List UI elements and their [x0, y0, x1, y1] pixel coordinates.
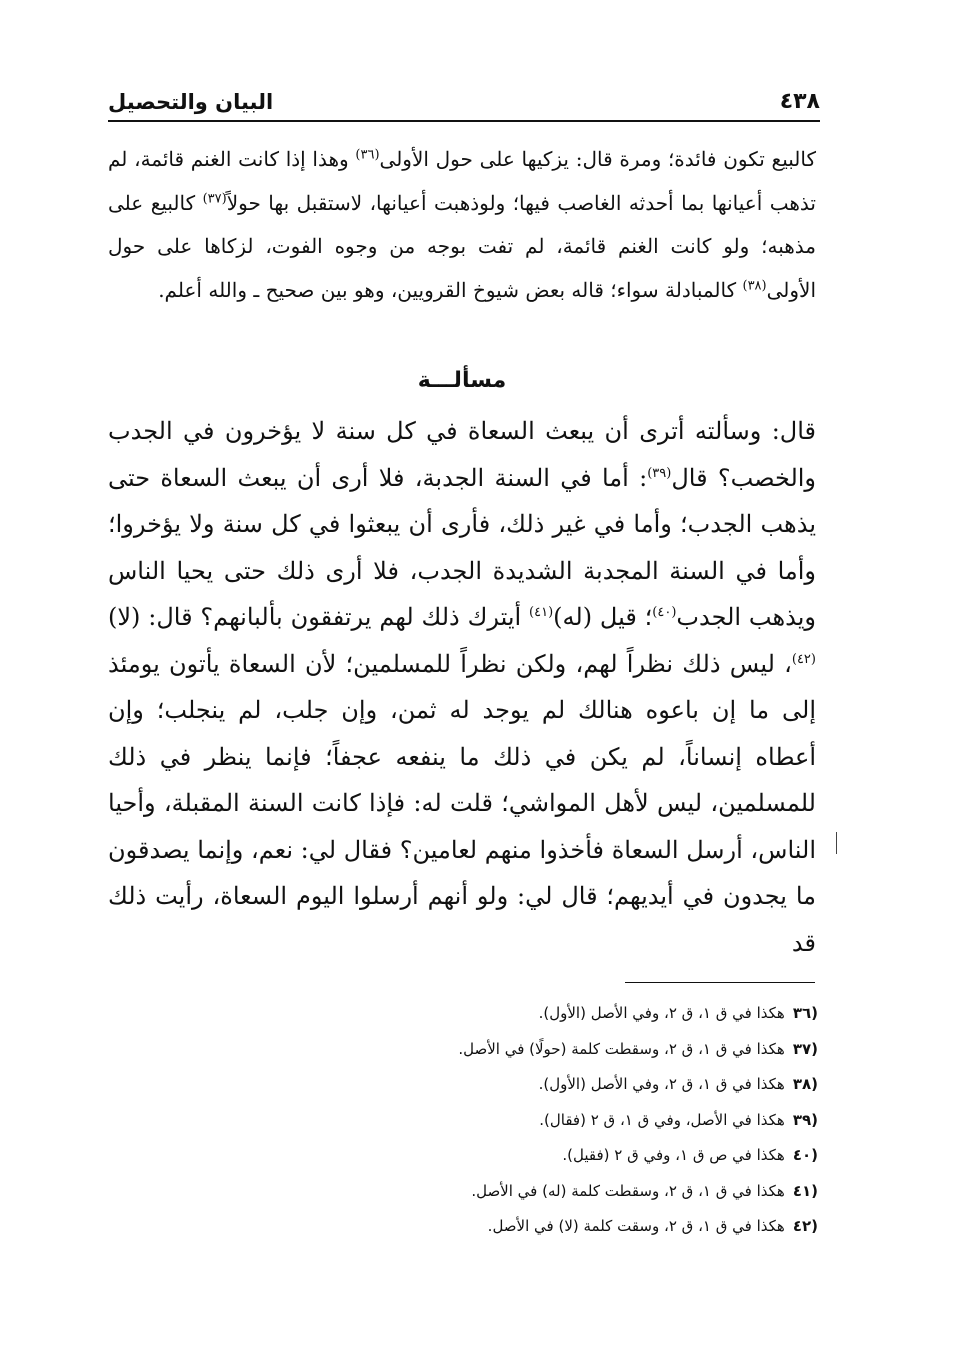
footnote-text: هكذا في الأصل، وفي ق ١، ق ٢ (فقال).	[539, 1110, 785, 1129]
footnote-number: (٤٢	[792, 1217, 818, 1235]
paragraph-commentary	[108, 138, 816, 312]
footnote-ref-38: (٣٨)	[742, 277, 767, 293]
footnote-ref-40: (٤٠)	[652, 605, 677, 620]
text-segment: ، ليس ذلك نظراً لهم، ولكن نظراً للمسلمين؛ لأن السعاة يأتون يومئذ إلى ما إن باعوه هنالك لم يوجد له ثمن، وإن جلب، لم ينجلب؛ وإن أعطاه إنساناً، لم يكن في ذلك ما ينفعه عجفاً؛ فإنما ينظر في ذلك للمسلمين، ليس لأهل المواشي؛ قلت له: فإذا كانت السنة المقبلة، وأحيا الناس، أرسل السعاة فأخذوا منهم لعامين؟ فقال لي: نعم، وإنما يصدقون ما يجدون في أيديهم؛ قال لي: ولو أنهم أرسلوا اليوم السعاة، رأيت ذلك قد	[108, 649, 816, 957]
page-header	[108, 74, 820, 114]
footnote-number: (٣٧	[792, 1039, 818, 1058]
footnote-number: (٤٠	[792, 1146, 818, 1164]
footnote-item	[108, 1174, 818, 1210]
footnote-item	[108, 1067, 818, 1103]
text-segment: أيترك ذلك لهم يرتفقون بألبانهم؟ قال: (لا)	[108, 603, 530, 631]
footnote-text: هكذا في ق ١، ق ٢، وسقطت كلمة (له) في الأصل.	[471, 1181, 785, 1200]
text-segment: ؛ قيل (له)	[553, 603, 653, 631]
footnote-item	[108, 1138, 818, 1174]
footnote-ref-37: (٣٧)	[202, 190, 227, 206]
footnote-ref-36: (٣٦)	[355, 147, 380, 163]
footnote-item	[108, 1103, 818, 1139]
footnote-text: هكذا في ق ١، ق ٢، وسقت كلمة (لا) في الأصل.	[487, 1217, 785, 1235]
footnotes-list	[108, 996, 818, 1245]
page-number: ٤٣٨	[779, 89, 820, 114]
footnote-item	[108, 996, 818, 1032]
footnote-separator	[625, 982, 815, 983]
footnote-number: (٣٦	[792, 1004, 818, 1022]
paragraph-masala	[108, 408, 816, 966]
header-rule	[108, 120, 820, 122]
footnote-item	[108, 1209, 818, 1245]
footnote-number: (٣٩	[792, 1110, 818, 1129]
running-title: البيان والتحصيل	[108, 90, 274, 114]
footnote-text: هكذا في ق ١، ق ٢، وفي الأصل (الأول).	[538, 1004, 785, 1022]
footnote-ref-42: (٤٢)	[791, 651, 816, 667]
text-segment: كالبيع تكون فائدة؛ ومرة قال: يزكيها على حول الأولى	[379, 147, 816, 171]
text-segment: كالبيع على مذهبه؛ ولو كانت الغنم قائمة، لم تفت بوجه من وجوه الفوت، لزكاها على حول الأولى	[108, 190, 816, 302]
footnote-item	[108, 1032, 818, 1068]
footnote-text: هكذا في ق ١، ق ٢، وفي الأصل (الأول).	[538, 1075, 785, 1093]
footnote-number: (٤١	[792, 1181, 818, 1200]
footnote-ref-41: (٤١)	[529, 605, 554, 620]
footnote-text: هكذا في ص ق ١، وفي ق ٢ (فقيل).	[562, 1146, 785, 1164]
footnote-text: هكذا في ق ١، ق ٢، وسقطت كلمة (حولًا) في الأصل.	[458, 1039, 785, 1058]
footnote-number: (٣٨	[792, 1075, 818, 1093]
margin-mark	[836, 832, 837, 854]
text-segment: قال: وسألته أترى أن يبعث السعاة في كل سنة لا يؤخرون في الجدب والخصب؟ قال	[108, 417, 817, 492]
section-heading: مسألـــة	[417, 368, 507, 393]
text-segment: كالمبادلة سواء؛ قاله بعض شيوخ القرويين، وهو بين صحيح ـ والله أعلم.	[158, 277, 743, 302]
footnote-ref-39: (٣٩)	[647, 465, 672, 481]
text-segment: : أما في السنة الجدبة، فلا أرى أن يبعث السعاة حتى يذهب الجدب؛ وأما في غير ذلك، فأرى أن يبعثوا في كل سنة ولا يؤخروا؛ وأما في السنة المجدبة الشديدة الجدب، فلا أرى ذلك حتى يحيا الناس ويذهب الجدب	[108, 463, 817, 631]
text-segment: وهذا إذا كانت الغنم قائمة، لم تذهب أعيانها بما أحدثه الغاصب فيها؛ ولوذهبت أعيانها، لاستقبل بها حولاً	[108, 147, 816, 215]
